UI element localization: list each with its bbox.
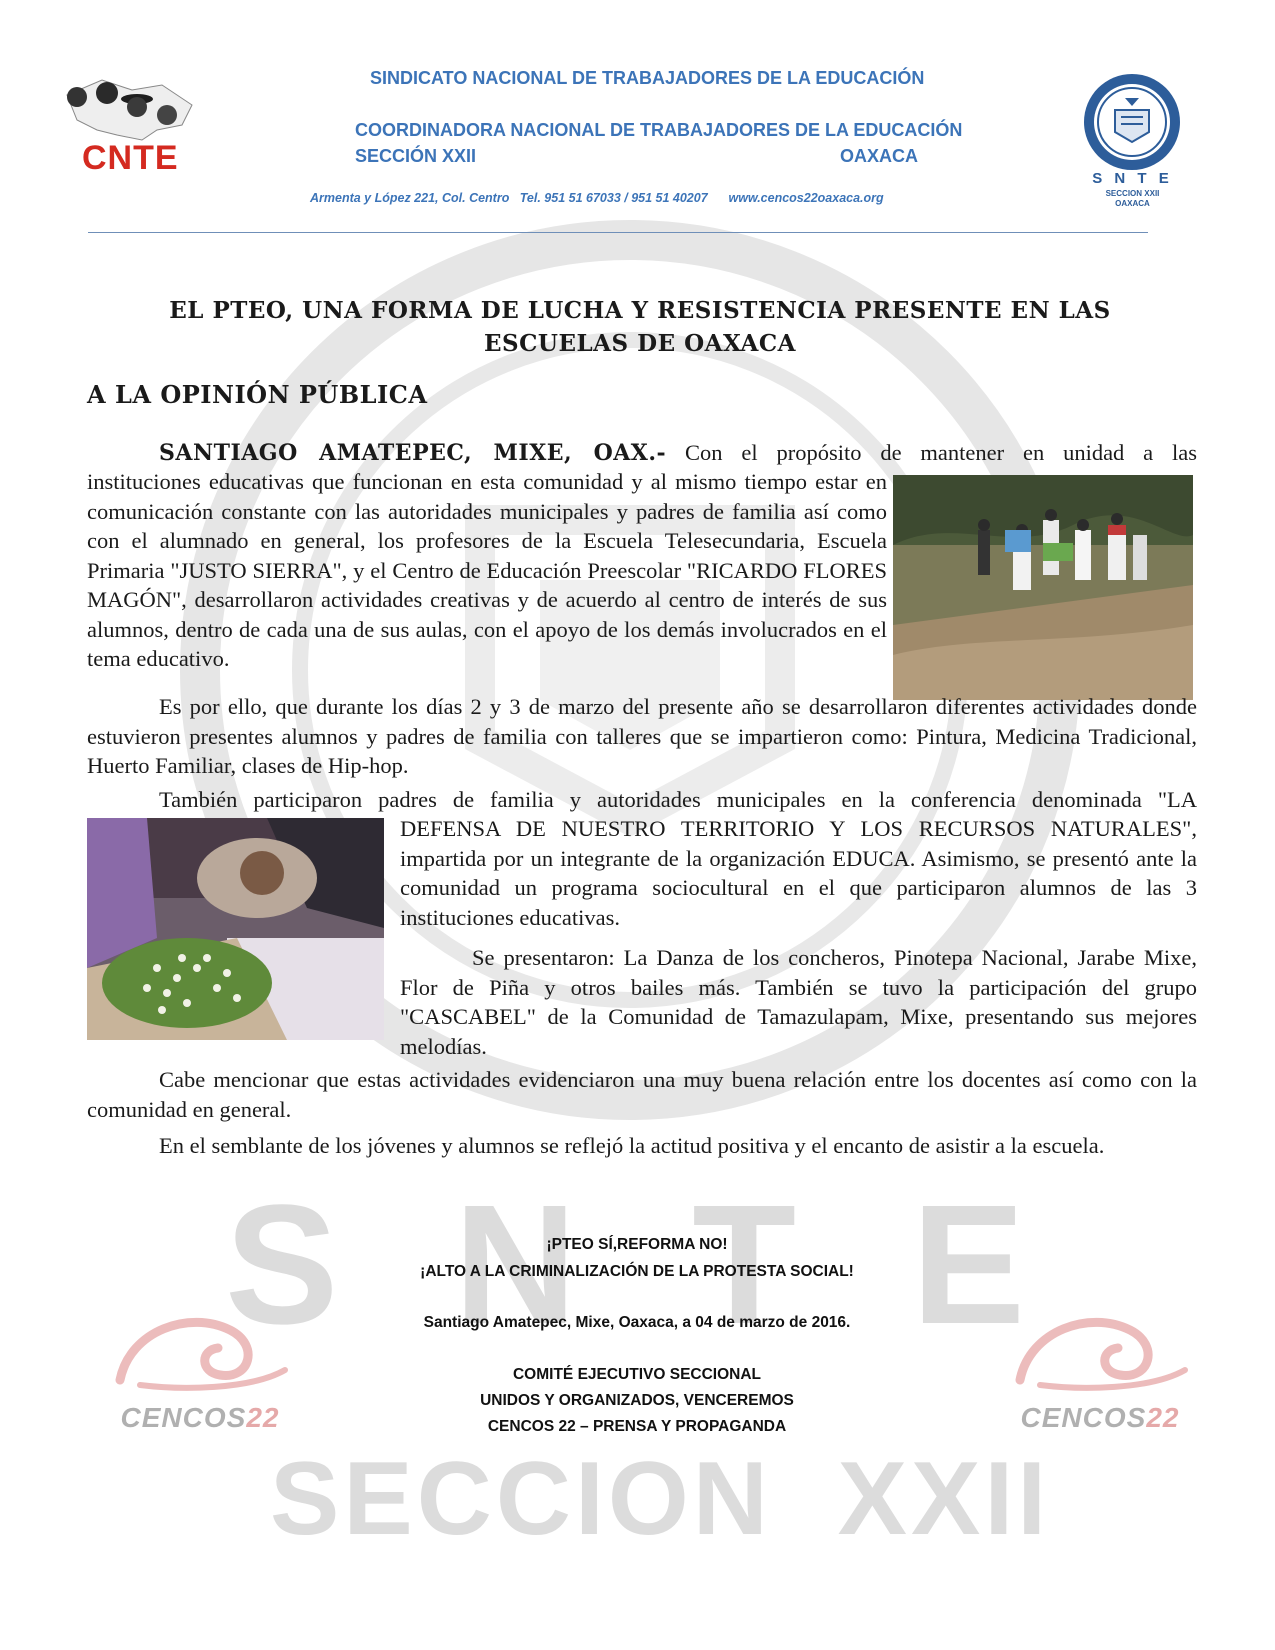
photo-procession xyxy=(893,475,1193,700)
paragraph-3: DEFENSA DE NUESTRO TERRITORIO Y LOS RECURSOS NATURALES", impartida por un integrante de la organización EDUCA. Asimismo, se presentó ante la comunidad un programa sociocultural en el que participaron alumnos de las 3 instituciones educativas. xyxy=(400,816,1197,930)
committee-signature: COMITÉ EJECUTIVO SECCIONAL xyxy=(512,1366,762,1383)
snte-logo xyxy=(1075,72,1190,207)
state-label: OAXACA xyxy=(840,146,919,166)
snte-seal-icon xyxy=(1075,72,1190,172)
slogan-2: ¡ALTO A LA CRIMINALIZACIÓN DE LA PROTESTA SOCIAL! xyxy=(420,1263,854,1280)
cnte-portraits-icon xyxy=(62,75,202,145)
watermark-snte: S N T E xyxy=(225,1170,1025,1360)
article-title: EL PTEO, UNA FORMA DE LUCHA Y RESISTENCIA PRESENTE EN LAS ESCUELAS DE OAXACA xyxy=(169,297,1111,357)
cencos-logo-left xyxy=(100,1290,300,1450)
cencos-swirl-icon xyxy=(1000,1290,1200,1400)
salutation: A LA OPINIÓN PÚBLICA xyxy=(87,380,428,409)
cencos-swirl-icon xyxy=(100,1290,300,1400)
cencos-label-right: CENCOS22 xyxy=(1020,1402,1180,1433)
photo-herbs-workshop xyxy=(87,818,384,1040)
paragraph-1-first-line: SANTIAGO AMATEPEC, MIXE, OAX.- Con el propósito de mantener en unidad a las xyxy=(159,440,1197,466)
paragraph-2: Es por ello, que durante los días 2 y 3 de marzo del presente año se desarrollaron diferentes actividades donde estuvieron presentes alumnos y padres de familia con talleres que se impartieron como: Pintura, Medicina Tradicional, Huerto Familiar, clases de Hip-hop. xyxy=(87,694,1197,778)
paragraph-6: En el semblante de los jóvenes y alumnos se reflejó la actitud positiva y el encanto de asistir a la escuela. xyxy=(159,1133,1105,1158)
paragraph-1: instituciones educativas que funcionan en esta comunidad y al mismo tiempo estar en comunicación constante con las autoridades municipales y padres de familia así como con el alumnado en general, los profesores de la Escuela Telesecundaria, Escuela Primaria "JUSTO SIERRA", y el Centro de Educación Preescolar "RICARDO FLORES MAGÓN", desarrollaron actividades creativas y de acuerdo al centro de interés de sus alumnos, dentro de cada una de sus aulas, con el apoyo de los demás involucrados en el tema educativo. xyxy=(87,469,887,671)
paragraph-3-first-line: También participaron padres de familia y autoridades municipales en la conferencia denominada "LA xyxy=(159,787,1197,812)
cnte-logo xyxy=(62,75,202,185)
cencos-label-left: CENCOS22 xyxy=(120,1402,280,1433)
section-label: SECCIÓN XXII xyxy=(355,146,477,166)
press-signature: CENCOS 22 – PRENSA Y PROPAGANDA xyxy=(487,1418,787,1435)
paragraph-5: Cabe mencionar que estas actividades evidenciaron una muy buena relación entre los docentes así como con la comunidad en general. xyxy=(87,1067,1197,1122)
place-date: Santiago Amatepec, Mixe, Oaxaca, a 04 de marzo de 2016. xyxy=(423,1314,851,1331)
snte-state: OAXACA xyxy=(1115,199,1150,208)
watermark-seccion: SECCION XXII xyxy=(270,1441,1051,1557)
cencos-logo-right xyxy=(1000,1290,1200,1450)
snte-wordmark: S N T E xyxy=(1092,170,1173,187)
snte-section: SECCION XXII xyxy=(1105,189,1160,198)
paragraph-4: Se presentaron: La Danza de los concheros, Pinotepa Nacional, Jarabe Mixe, Flor de Piña y otros bailes más. También se tuvo la participación del grupo "CASCABEL" de la Comunidad de Tamazulapam, Mixe, presentando sus mejores melodías. xyxy=(400,945,1197,1059)
cnte-wordmark: CNTE xyxy=(82,139,179,177)
motto: UNIDOS Y ORGANIZADOS, VENCEREMOS xyxy=(480,1392,794,1409)
dateline: SANTIAGO AMATEPEC, MIXE, OAX.- xyxy=(159,440,667,466)
coordinadora-name: COORDINADORA NACIONAL DE TRABAJADORES DE LA EDUCACIÓN xyxy=(355,120,963,140)
union-name: SINDICATO NACIONAL DE TRABAJADORES DE LA EDUCACIÓN xyxy=(370,68,925,88)
slogan-1: ¡PTEO SÍ,REFORMA NO! xyxy=(546,1236,728,1253)
header-divider xyxy=(88,232,1148,233)
address-line: Armenta y López 221, Col. Centro Tel. 951 51 67033 / 951 51 40207 www.cencos22oaxaca.org xyxy=(310,191,884,205)
